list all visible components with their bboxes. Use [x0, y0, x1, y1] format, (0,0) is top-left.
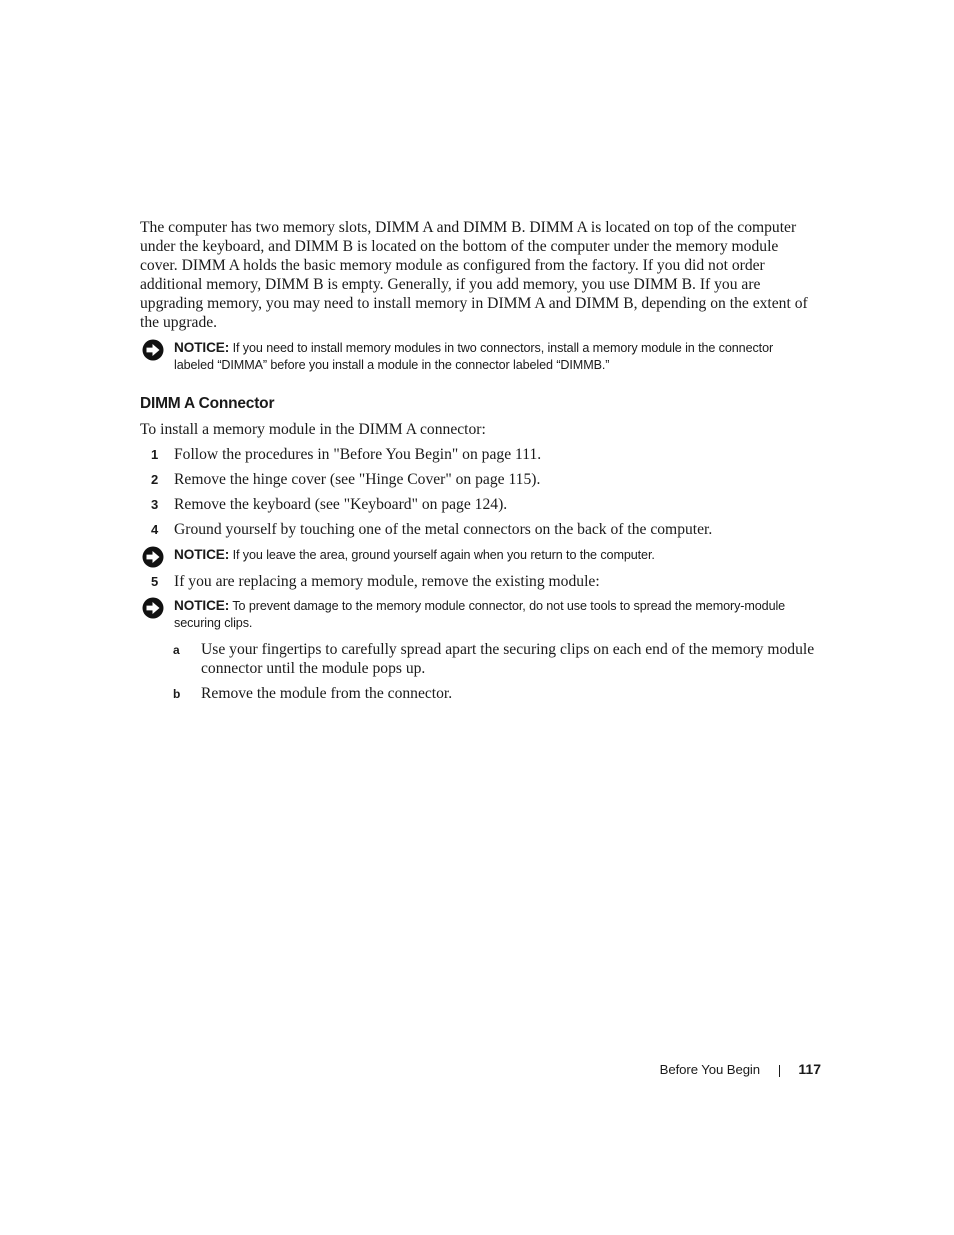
- footer-section-title: Before You Begin: [659, 1062, 760, 1077]
- section-heading: DIMM A Connector: [140, 395, 275, 412]
- step-text: Ground yourself by touching one of the metal connectors on the back of the computer.: [174, 521, 713, 538]
- step-item: [140, 495, 816, 514]
- intro-paragraph: The computer has two memory slots, DIMM A and DIMM B. DIMM A is located on top of the computer under the keyboard, and DIMM B is located on the bottom of the computer under the memory module cover. DIMM A holds the basic memory module as configured from the factory. If you did not order additional memory, DIMM B is empty. Generally, if you add memory, you use DIMM B. If you are upgrading memory, you may need to install memory in DIMM A and DIMM B, depending on the extent of the upgrade.: [140, 219, 808, 331]
- step-text: Remove the keyboard (see "Keyboard" on page 124).: [174, 496, 508, 513]
- step-number: 2: [151, 472, 159, 487]
- notice-arrow-icon: [142, 546, 164, 568]
- step-item: [140, 572, 816, 591]
- substep-text: Remove the module from the connector.: [201, 685, 453, 702]
- step-number: 3: [151, 497, 159, 512]
- page-footer: [600, 1061, 821, 1081]
- notice-arrow-icon: [142, 339, 164, 361]
- notice-label: NOTICE:: [174, 547, 230, 562]
- notice-label: NOTICE:: [174, 340, 230, 355]
- notice-ground-yourself: [140, 546, 816, 564]
- step-text: Follow the procedures in "Before You Begin" on page 111.: [174, 446, 542, 463]
- substep-letter: a: [173, 643, 180, 657]
- step-number: 4: [151, 522, 159, 537]
- step-item: [140, 520, 816, 539]
- notice-label: NOTICE:: [174, 598, 230, 613]
- substep-letter: b: [173, 687, 181, 701]
- step-item: [140, 445, 816, 464]
- notice-text: If you leave the area, ground yourself again when you return to the computer.: [232, 548, 655, 562]
- notice-prevent-damage: [140, 597, 816, 632]
- substep-item: [173, 684, 816, 703]
- step-item: [140, 470, 816, 489]
- step-text: If you are replacing a memory module, remove the existing module:: [174, 573, 600, 590]
- step-text: Remove the hinge cover (see "Hinge Cover" on page 115).: [174, 471, 541, 488]
- footer-divider: [779, 1065, 780, 1077]
- substep-item: [173, 640, 816, 678]
- substep-text: Use your fingertips to carefully spread apart the securing clips on each end of the memory module connector until the module pops up.: [201, 641, 815, 677]
- notice-arrow-icon: [142, 597, 164, 619]
- page-number: 117: [798, 1061, 821, 1077]
- notice-memory-connectors: [140, 339, 816, 374]
- notice-text: If you need to install memory modules in two connectors, install a memory module in the connector labeled “DIMMA” before you install a module in the connector labeled “DIMMB.”: [174, 341, 774, 372]
- step-number: 1: [151, 447, 159, 462]
- notice-text: To prevent damage to the memory module connector, do not use tools to spread the memory-module securing clips.: [174, 599, 786, 630]
- section-intro: To install a memory module in the DIMM A connector:: [140, 421, 486, 438]
- step-number: 5: [151, 574, 159, 589]
